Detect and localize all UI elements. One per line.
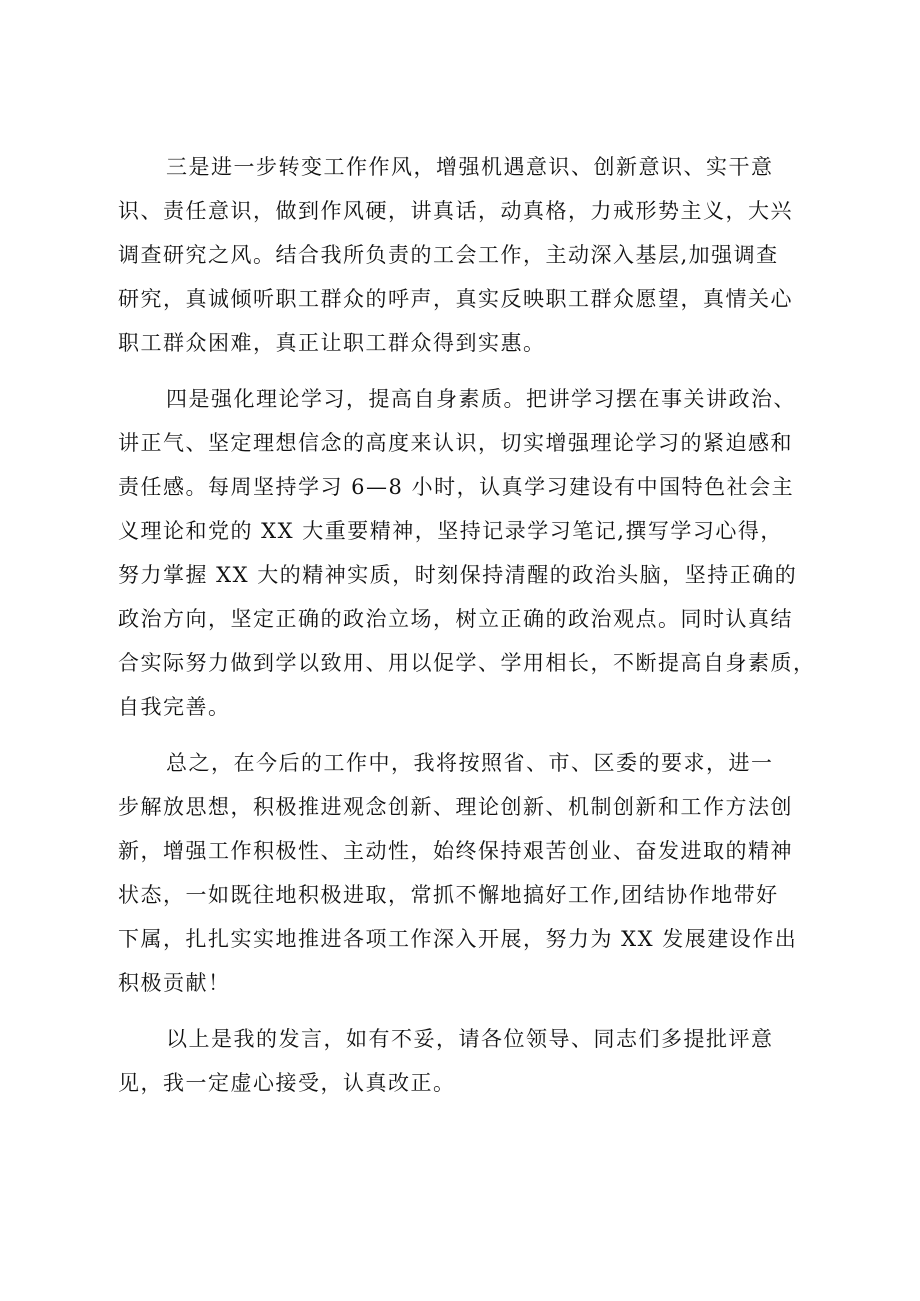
paragraph bbox=[118, 1017, 818, 1105]
text-line: 见，我一定虚心接受，认真改正。 bbox=[118, 1071, 456, 1095]
text-line: 合实际努力做到学以致用、用以促学、学用相长，不断提高自身素质， bbox=[118, 651, 816, 675]
text-line: 以上是我的发言，如有不妥，请各位领导、同志们多提批评意 bbox=[166, 1027, 774, 1051]
text-line: 政治方向，坚定正确的政治立场，树立正确的政治观点。同时认真结 bbox=[118, 607, 793, 631]
text-line: 下属，扎扎实实地推进各项工作深入开展，努力为 XX 发展建设作出 bbox=[118, 927, 798, 951]
text-line: 三是进一步转变工作作风，增强机遇意识、创新意识、实干意 bbox=[166, 155, 774, 179]
text-line: 责任感。每周坚持学习 6—8 小时，认真学习建设有中国特色社会主 bbox=[118, 475, 795, 499]
text-line: 讲正气、坚定理想信念的高度来认识，切实增强理论学习的紧迫感和 bbox=[118, 431, 793, 455]
text-line: 新，增强工作积极性、主动性，始终保持艰苦创业、奋发进取的精神 bbox=[118, 839, 793, 863]
document-body bbox=[118, 145, 818, 1117]
text-line: 努力掌握 XX 大的精神实质，时刻保持清醒的政治头脑，坚持正确的 bbox=[118, 563, 798, 587]
text-line: 四是强化理论学习，提高自身素质。把讲学习摆在事关讲政治、 bbox=[166, 387, 796, 411]
text-line: 研究，真诚倾听职工群众的呼声，真实反映职工群众愿望，真情关心 bbox=[118, 287, 793, 311]
text-line: 积极贡献！ bbox=[118, 971, 231, 995]
text-line: 自我完善。 bbox=[118, 695, 231, 719]
text-line: 步解放思想，积极推进观念创新、理论创新、机制创新和工作方法创 bbox=[118, 795, 793, 819]
text-line: 状态，一如既往地积极进取，常抓不懈地搞好工作,团结协作地带好 bbox=[118, 883, 779, 907]
text-line: 职工群众困难，真正让职工群众得到实惠。 bbox=[118, 331, 546, 355]
paragraph bbox=[118, 741, 818, 1005]
text-line: 识、责任意识，做到作风硬，讲真话，动真格，力戒形势主义，大兴 bbox=[118, 199, 793, 223]
text-line: 总之，在今后的工作中，我将按照省、市、区委的要求，进一 bbox=[166, 751, 774, 775]
text-line: 调查研究之风。结合我所负责的工会工作，主动深入基层,加强调查 bbox=[118, 243, 779, 267]
paragraph bbox=[118, 145, 818, 365]
paragraph bbox=[118, 377, 818, 729]
text-line: 义理论和党的 XX 大重要精神，坚持记录学习笔记,撰写学习心得， bbox=[118, 519, 783, 543]
